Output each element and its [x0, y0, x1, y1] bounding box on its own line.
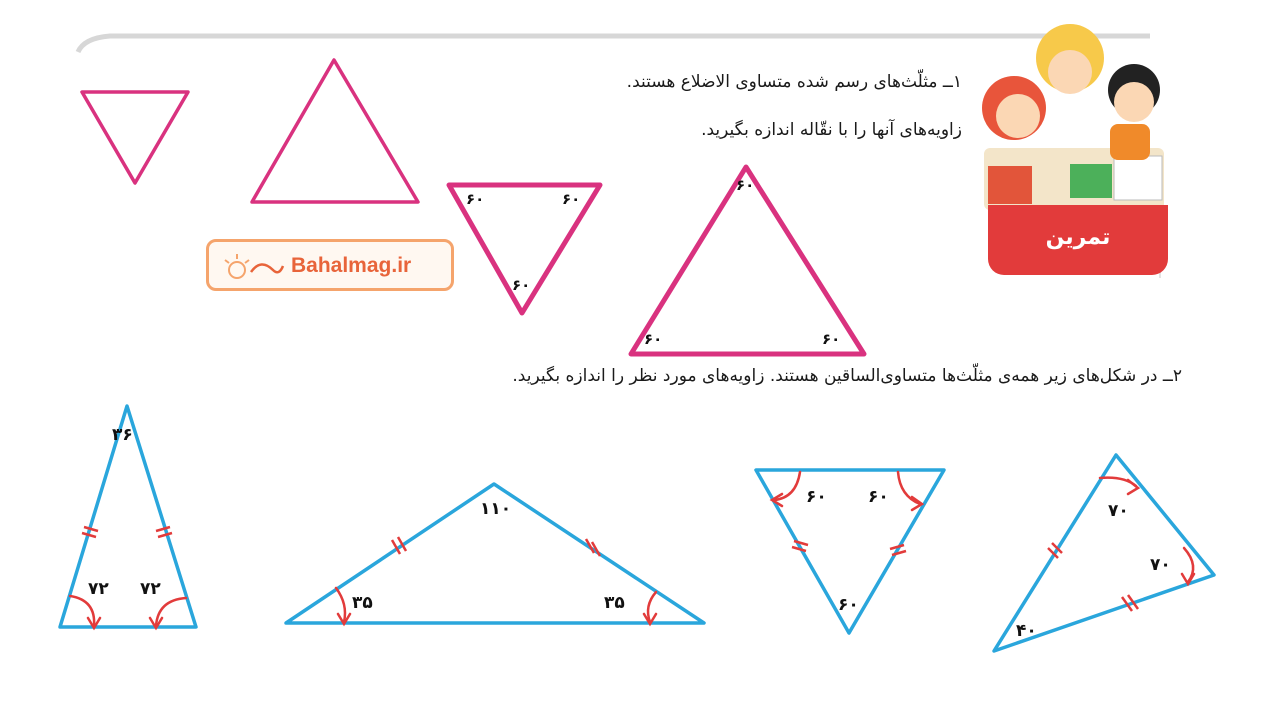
equilateral-triangle-large-labeled [631, 167, 864, 354]
angle-label: ۶۰ [512, 276, 531, 294]
angle-arcs [70, 472, 1194, 628]
kids-illustration [974, 16, 1174, 216]
angle-label: ۷۲ [140, 579, 161, 599]
question-1-line-2: زاویه‌های آنها را با نقّاله اندازه بگیرید. [701, 120, 962, 140]
angle-label: ۷۰ [1108, 501, 1129, 521]
exercise-badge [988, 205, 1168, 275]
angle-label: ۷۲ [88, 579, 109, 599]
angle-label: ۶۰ [822, 330, 841, 348]
exercise-badge-label: تمرین [1045, 225, 1111, 250]
angle-label: ۶۰ [562, 190, 581, 208]
equilateral-triangle-small-unlabeled [82, 92, 188, 183]
question-2-text: ۲ــ در شکل‌های زیر همه‌ی مثلّث‌ها متساوی‌الساقین هستند. زاویه‌های مورد نظر را اندازه بگیرید. [512, 366, 1182, 386]
angle-label: ۴۰ [1016, 621, 1037, 641]
angle-label: ۶۰ [644, 330, 663, 348]
question-1-line-1: ۱ــ مثلّث‌های رسم شده متساوی الاضلاع هستند. [626, 72, 962, 92]
angle-label: ۶۰ [466, 190, 485, 208]
angle-label: ۶۰ [868, 487, 889, 507]
angle-label: ۶۰ [806, 487, 827, 507]
angle-label: ۶۰ [736, 176, 755, 194]
angle-label: ۳۵ [352, 593, 373, 613]
angle-label: ۷۰ [1150, 555, 1171, 575]
equilateral-triangle-large-unlabeled [252, 60, 418, 202]
watermark-text: Bahalmag.ir [291, 254, 412, 277]
angle-label: ۳۶ [112, 425, 133, 445]
watermark-box [206, 239, 454, 291]
tick-mark [158, 533, 172, 537]
angle-label: ۶۰ [838, 595, 859, 615]
angle-label: ۳۵ [604, 593, 625, 613]
angle-label: ۱۱۰ [480, 499, 512, 519]
tick-mark [156, 527, 170, 531]
sun-logo-icon [221, 252, 285, 280]
